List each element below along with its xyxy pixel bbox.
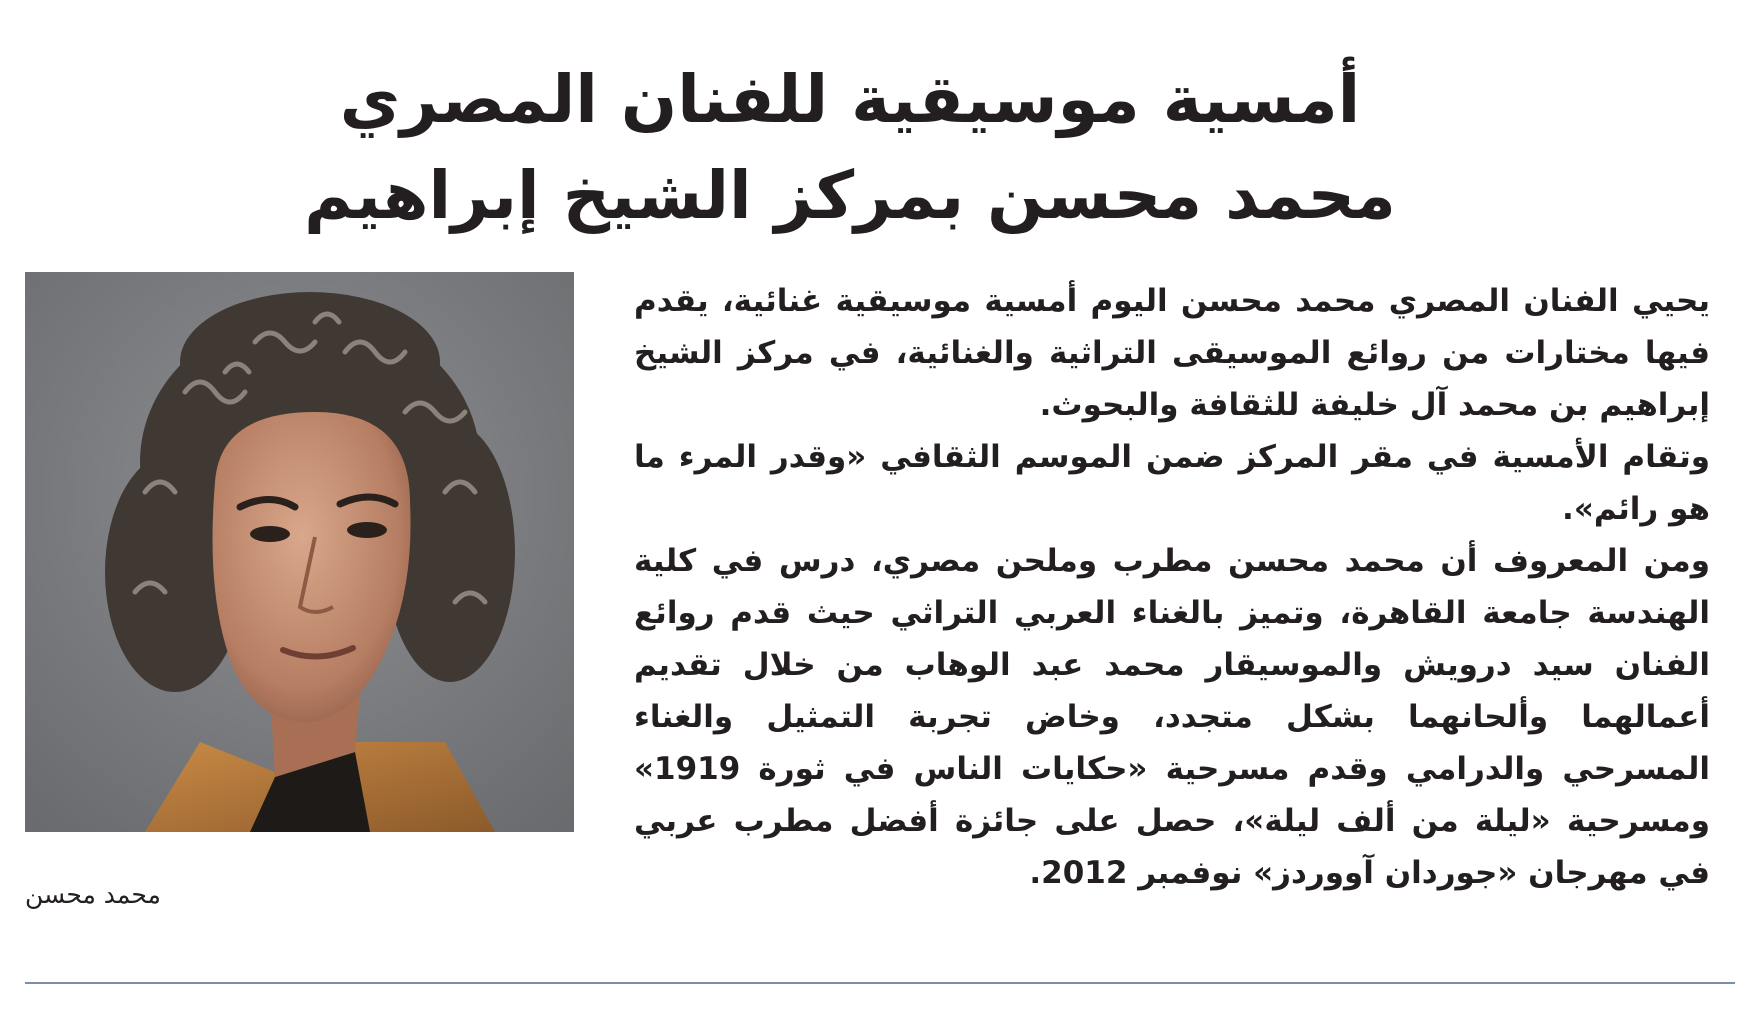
article-paragraph-2: وتقام الأمسية في مقر المركز ضمن الموسم الثقافي «وقدر المرء ما هو رائم». <box>634 439 1710 527</box>
photo-caption: محمد محسن <box>25 880 161 909</box>
headline-line-2: محمد محسن بمركز الشيخ إبراهيم <box>304 157 1396 234</box>
article-paragraph-3: ومن المعروف أن محمد محسن مطرب وملحن مصري، درس في كلية الهندسة جامعة القاهرة، وتميز بالغناء العربي التراثي حيث قدم روائع الفنان سيد درويش والموسيقار محمد عبد الوهاب من خلال تقديم أعمالهما وألحانهما بشكل متجدد، وخاض تجربة التمثيل والغناء المسرحي والدرامي وقدم مسرحية «حكايات الناس في ثورة 1919» ومسرحية «ليلة من ألف ليلة»، حصل على جائزة أفضل مطرب عربي في مهرجان «جوردان آووردز» نوفمبر 2012. <box>634 543 1710 891</box>
bottom-divider <box>25 982 1735 984</box>
article-paragraph-1: يحيي الفنان المصري محمد محسن اليوم أمسية موسيقية غنائية، يقدم فيها مختارات من روائع الموسيقى التراثية والغنائية، في مركز الشيخ إبراهيم بن محمد آل خليفة للثقافة والبحوث. <box>634 283 1710 423</box>
artist-photo <box>25 272 574 832</box>
headline-line-1: أمسية موسيقية للفنان المصري <box>339 61 1361 138</box>
article-body <box>634 275 1710 899</box>
article-headline <box>150 52 1550 244</box>
